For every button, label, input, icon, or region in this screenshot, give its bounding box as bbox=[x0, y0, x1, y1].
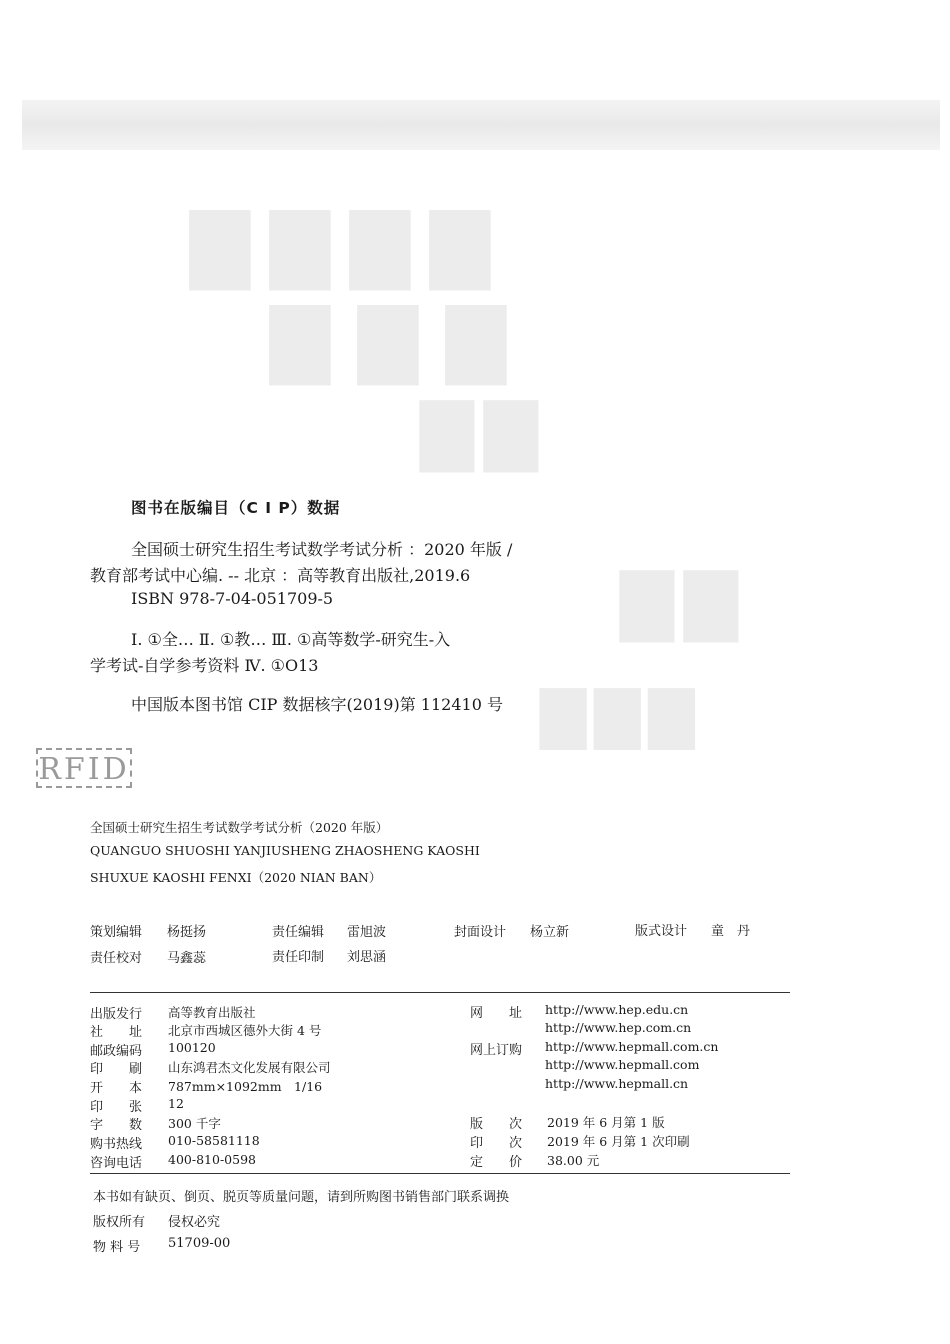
quality-notice: 本书如有缺页、倒页、脱页等质量问题，请到所购图书销售部门联系调换 bbox=[93, 1190, 510, 1205]
edition-label: 版 次 bbox=[470, 1117, 523, 1132]
info-value: 010-58581118 bbox=[168, 1133, 260, 1148]
staff-value: 马鑫蕊 bbox=[167, 951, 207, 966]
copyright-value: 侵权必究 bbox=[168, 1215, 221, 1230]
material-number-value: 51709-00 bbox=[168, 1236, 231, 1251]
online-order-link[interactable]: http://www.hepmall.com.cn bbox=[545, 1039, 719, 1054]
cip-line-record-number: 中国版本图书馆 CIP 数据核字(2019)第 112410 号 bbox=[131, 695, 503, 714]
edition-value: 2019 年 6 月第 1 版 bbox=[547, 1115, 665, 1130]
staff-value: 童 丹 bbox=[711, 924, 751, 939]
divider-bottom bbox=[90, 1173, 790, 1174]
info-value: 787mm×1092mm 1/16 bbox=[168, 1079, 323, 1094]
staff-value: 雷旭波 bbox=[347, 925, 387, 940]
staff-label: 版式设计 bbox=[635, 924, 688, 939]
info-label: 字 数 bbox=[90, 1118, 143, 1133]
show-through-text: ▇▇ bbox=[620, 560, 748, 642]
cip-line-subjects: Ⅰ. ①全… Ⅱ. ①教… Ⅲ. ①高等数学-研究生-入 bbox=[131, 630, 451, 649]
copyright-label: 版权所有 bbox=[93, 1215, 146, 1230]
info-value: 100120 bbox=[168, 1040, 216, 1055]
material-number-label: 物 料 号 bbox=[93, 1240, 141, 1255]
cip-line-title: 全国硕士研究生招生考试数学考试分析 ：2020 年版 / bbox=[131, 540, 513, 559]
show-through-text: ▇▇ bbox=[420, 390, 548, 472]
pinyin-title-2: SHUXUE KAOSHI FENXI（2020 NIAN BAN） bbox=[90, 870, 382, 885]
info-label: 印 张 bbox=[90, 1100, 143, 1115]
info-value: 400-810-0598 bbox=[168, 1152, 256, 1167]
info-value: 北京市西城区德外大街 4 号 bbox=[168, 1023, 322, 1038]
staff-label: 策划编辑 bbox=[90, 925, 143, 940]
show-through-text: ▇▇▇ bbox=[540, 680, 703, 750]
online-order-link[interactable]: http://www.hepmall.com bbox=[545, 1057, 700, 1072]
info-value: 山东鸿君杰文化发展有限公司 bbox=[168, 1060, 331, 1075]
info-label: 出版发行 bbox=[90, 1007, 143, 1022]
printing-value: 2019 年 6 月第 1 次印刷 bbox=[547, 1134, 690, 1149]
info-label: 开 本 bbox=[90, 1081, 143, 1096]
info-label: 购书热线 bbox=[90, 1137, 143, 1152]
show-through-text: ▇▇▇▇ bbox=[190, 200, 510, 290]
info-value: 12 bbox=[168, 1096, 184, 1111]
divider-top bbox=[90, 992, 790, 993]
staff-label: 责任印制 bbox=[272, 950, 325, 965]
staff-label: 封面设计 bbox=[454, 925, 507, 940]
staff-value: 刘思涵 bbox=[347, 950, 387, 965]
info-value: 高等教育出版社 bbox=[168, 1005, 256, 1020]
cip-heading: 图书在版编目（C I P）数据 bbox=[131, 499, 341, 517]
printing-label: 印 次 bbox=[470, 1136, 523, 1151]
website-link[interactable]: http://www.hep.com.cn bbox=[545, 1020, 692, 1035]
info-label: 邮政编码 bbox=[90, 1044, 143, 1059]
website-link[interactable]: http://www.hep.edu.cn bbox=[545, 1002, 689, 1017]
cip-line-publisher: 教育部考试中心编. -- 北京 ：高等教育出版社,2019.6 bbox=[90, 566, 471, 585]
info-value: 300 千字 bbox=[168, 1116, 221, 1131]
price-value: 38.00 元 bbox=[547, 1153, 600, 1168]
online-order-link[interactable]: http://www.hepmall.cn bbox=[545, 1076, 689, 1091]
online-order-label: 网上订购 bbox=[470, 1043, 523, 1058]
info-label: 社 址 bbox=[90, 1025, 143, 1040]
cip-line-isbn: ISBN 978-7-04-051709-5 bbox=[131, 589, 334, 608]
cn-title: 全国硕士研究生招生考试数学考试分析（2020 年版） bbox=[90, 820, 389, 835]
show-through-text: ▇▇▇ bbox=[270, 295, 534, 385]
info-label: 印 刷 bbox=[90, 1062, 143, 1077]
website-label: 网 址 bbox=[470, 1006, 523, 1021]
staff-value: 杨立新 bbox=[530, 925, 570, 940]
staff-label: 责任编辑 bbox=[272, 925, 325, 940]
price-label: 定 价 bbox=[470, 1155, 523, 1170]
staff-label: 责任校对 bbox=[90, 951, 143, 966]
scan-shadow-band bbox=[22, 100, 940, 150]
cip-line-subjects-cont: 学考试-自学参考资料 Ⅳ. ①O13 bbox=[90, 656, 319, 675]
info-label: 咨询电话 bbox=[90, 1156, 143, 1171]
rfid-stamp: RFID bbox=[36, 748, 132, 788]
staff-value: 杨挺扬 bbox=[167, 925, 207, 940]
pinyin-title-1: QUANGUO SHUOSHI YANJIUSHENG ZHAOSHENG KAOSHI bbox=[90, 843, 480, 858]
